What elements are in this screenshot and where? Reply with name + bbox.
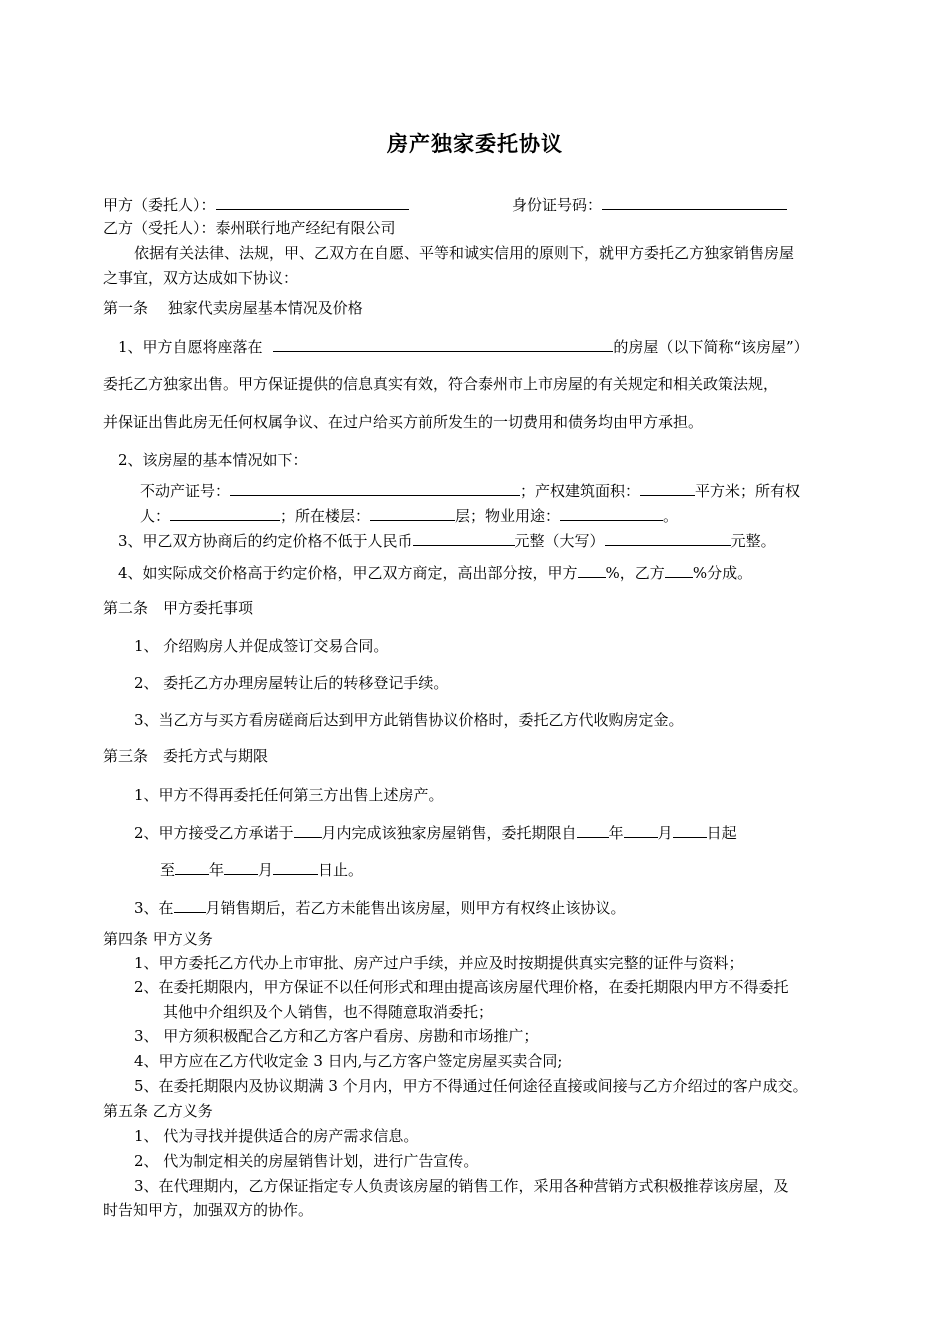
art1-item1-line3: 并保证出售此房无任何权属争议、在过户给买方前所发生的一切费用和债务均由甲方承担。 bbox=[103, 413, 704, 431]
price-uppercase-label: 元整（大写） bbox=[514, 532, 605, 550]
cert-number-label: 不动产证号： bbox=[140, 482, 231, 500]
period: 。 bbox=[663, 507, 679, 525]
property-details-line1 bbox=[140, 480, 800, 501]
art4-item2-line1: 2、在委托期限内，甲方保证不以任何形式和理由提高该房屋代理价格，在委托期限内甲方不得委托 bbox=[134, 978, 789, 996]
art3-item2-line1 bbox=[134, 822, 737, 843]
price-label: 3、甲乙双方协商后的约定价格不低于人民币 bbox=[118, 532, 413, 550]
party-a-label: 甲方（委托人）： bbox=[103, 196, 216, 214]
area-label: ；产权建筑面积： bbox=[520, 482, 641, 500]
id-number-label: 身份证号码： bbox=[512, 196, 603, 214]
property-details-line2 bbox=[140, 505, 678, 526]
to-label: 至 bbox=[160, 861, 176, 879]
art5-item2: 2、 代为制定相关的房屋销售计划，进行广告宣传。 bbox=[134, 1152, 479, 1170]
art4-item4: 4、甲方应在乙方代收定金 3 日内,与乙方客户签定房屋买卖合同; bbox=[134, 1052, 563, 1070]
id-number-blank[interactable] bbox=[602, 194, 787, 210]
to-year-label: 年 bbox=[209, 861, 225, 879]
art3-item2-line2 bbox=[160, 859, 363, 880]
art1-item1-line2: 委托乙方独家出售。甲方保证提供的信息真实有效，符合泰州市上市房屋的有关规定和相关政策法规， bbox=[103, 375, 779, 393]
id-number-line bbox=[512, 194, 787, 215]
split-label-b: %，乙方 bbox=[605, 564, 665, 582]
art3-item1: 1、甲方不得再委托任何第三方出售上述房产。 bbox=[134, 786, 444, 804]
party-a-line bbox=[103, 194, 409, 215]
art1-item3 bbox=[118, 530, 776, 551]
art1-item1-text-b: 的房屋（以下简称“该房屋”） bbox=[613, 338, 809, 356]
usage-blank[interactable] bbox=[560, 505, 663, 521]
period-from-label: 月内完成该独家房屋销售，委托期限自 bbox=[321, 824, 577, 842]
art5-item3-line1: 3、在代理期内，乙方保证指定专人负责该房屋的销售工作，采用各种营销方式积极推荐该房屋，及 bbox=[134, 1177, 789, 1195]
months-label: 2、甲方接受乙方承诺于 bbox=[134, 824, 294, 842]
party-a-name-blank[interactable] bbox=[216, 194, 409, 210]
split-a-blank[interactable] bbox=[578, 562, 606, 578]
art4-item3: 3、 甲方须积极配合乙方和乙方客户看房、房勘和市场推广； bbox=[134, 1027, 539, 1045]
from-day-label: 日起 bbox=[706, 824, 737, 842]
article-3-heading: 第三条 委托方式与期限 bbox=[103, 747, 269, 765]
article-2-heading: 第二条 甲方委托事项 bbox=[103, 599, 254, 617]
art4-item1: 1、甲方委托乙方代办上市审批、房产过户手续，并应及时按期提供真实完整的证件与资料； bbox=[134, 954, 744, 972]
split-end: %分成。 bbox=[692, 564, 753, 582]
owner-label: 人： bbox=[140, 507, 171, 525]
art2-item3: 3、当乙方与买方看房磋商后达到甲方此销售协议价格时，委托乙方代收购房定金。 bbox=[134, 711, 684, 729]
art1-item2: 2、该房屋的基本情况如下： bbox=[118, 451, 308, 469]
to-day-label: 日止。 bbox=[318, 861, 364, 879]
from-year-blank[interactable] bbox=[577, 822, 609, 838]
sale-period-text: 月销售期后，若乙方未能售出该房屋，则甲方有权终止该协议。 bbox=[205, 899, 626, 917]
floor-unit-usage-label: 层；物业用途： bbox=[455, 507, 561, 525]
art5-item3-line2: 时告知甲方，加强双方的协作。 bbox=[103, 1201, 314, 1219]
floor-label: ；所在楼层： bbox=[280, 507, 371, 525]
intro-line-2: 之事宜，双方达成如下协议： bbox=[103, 269, 299, 287]
to-year-blank[interactable] bbox=[175, 859, 209, 875]
party-b-line: 乙方（受托人）：泰州联行地产经纪有限公司 bbox=[103, 219, 396, 237]
area-unit: 平方米；所有权 bbox=[695, 482, 801, 500]
art1-item1-line1 bbox=[118, 336, 809, 357]
art4-item5: 5、在委托期限内及协议期满 3 个月内，甲方不得通过任何途径直接或间接与乙方介绍过的客户成交。 bbox=[134, 1077, 808, 1095]
sale-period-blank[interactable] bbox=[174, 897, 206, 913]
months-blank[interactable] bbox=[294, 822, 322, 838]
article-4-heading: 第四条 甲方义务 bbox=[103, 930, 213, 948]
art4-item2-line2: 其他中介组织及个人销售，也不得随意取消委托； bbox=[163, 1003, 494, 1021]
from-day-blank[interactable] bbox=[673, 822, 707, 838]
sale-period-label: 3、在 bbox=[134, 899, 174, 917]
art1-item4 bbox=[118, 562, 752, 583]
art3-item3 bbox=[134, 897, 626, 918]
art2-item2: 2、 委托乙方办理房屋转让后的转移登记手续。 bbox=[134, 674, 449, 692]
floor-blank[interactable] bbox=[370, 505, 455, 521]
article-5-heading: 第五条 乙方义务 bbox=[103, 1102, 213, 1120]
from-year-label: 年 bbox=[608, 824, 624, 842]
price-uppercase-blank[interactable] bbox=[605, 530, 731, 546]
area-blank[interactable] bbox=[640, 480, 695, 496]
from-month-blank[interactable] bbox=[624, 822, 658, 838]
to-day-blank[interactable] bbox=[273, 859, 318, 875]
intro-line-1: 依据有关法律、法规，甲、乙双方在自愿、平等和诚实信用的原则下，就甲方委托乙方独家销售房屋 bbox=[134, 244, 795, 262]
price-blank[interactable] bbox=[413, 530, 515, 546]
document-title: 房产独家委托协议 bbox=[387, 131, 563, 156]
property-location-blank[interactable] bbox=[273, 336, 613, 352]
split-label-a: 4、如实际成交价格高于约定价格，甲乙双方商定，高出部分按，甲方 bbox=[118, 564, 578, 582]
from-month-label: 月 bbox=[657, 824, 673, 842]
art1-item1-text-a: 1、甲方自愿将座落在 bbox=[118, 338, 263, 356]
article-1-heading: 第一条 独家代卖房屋基本情况及价格 bbox=[103, 299, 363, 317]
split-b-blank[interactable] bbox=[665, 562, 693, 578]
to-month-blank[interactable] bbox=[224, 859, 258, 875]
to-month-label: 月 bbox=[258, 861, 274, 879]
owner-blank[interactable] bbox=[170, 505, 280, 521]
cert-number-blank[interactable] bbox=[230, 480, 520, 496]
art5-item1: 1、 代为寻找并提供适合的房产需求信息。 bbox=[134, 1127, 419, 1145]
art2-item1: 1、 介绍购房人并促成签订交易合同。 bbox=[134, 637, 389, 655]
price-end: 元整。 bbox=[730, 532, 776, 550]
